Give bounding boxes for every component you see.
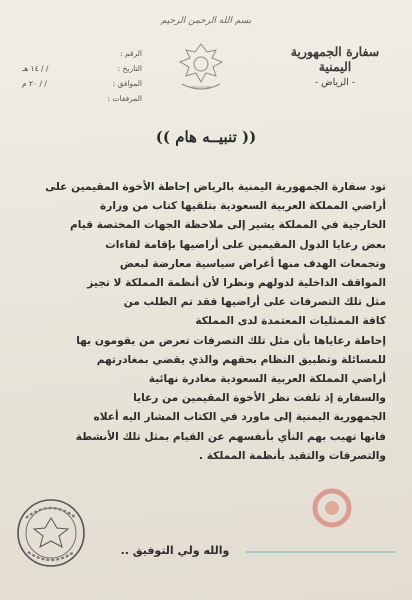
body-line: المواقف الداخلية لدولهم ونظرا لأن أنظمة المملكة لا تجيز — [87, 277, 386, 290]
ref-corresponding-value: / / ٢٠ م — [22, 79, 47, 88]
body-line: إحاطة رعاياها بأن مثل تلك التصرفات تعرض من يقومون بها — [76, 334, 386, 347]
ref-number-row — [22, 46, 142, 61]
notice-body — [20, 178, 386, 466]
ref-attachments-row — [22, 91, 142, 106]
news-watermark-icon — [236, 474, 406, 564]
body-line: الخارجية في المملكة يشير إلى ملاحظة الجهات المختصة قيام — [70, 219, 386, 232]
embassy-heading — [276, 44, 394, 88]
notice-title: (( تنبيــه هام )) — [155, 128, 257, 146]
ref-date-value: / / ١٤ هـ — [22, 64, 49, 73]
ref-date-label: التاريخ : — [117, 64, 142, 73]
body-line: كافة الممثليات المعتمدة لدى المملكة — [195, 315, 386, 328]
body-line: مثل تلك التصرفات على أراضيها فقد تم الطلب من — [123, 296, 386, 309]
embassy-stamp-icon — [12, 496, 90, 570]
body-line: والتصرفات والتقيد بأنظمة المملكة . — [199, 449, 386, 462]
reference-block — [22, 46, 142, 106]
ref-corresponding-label: الموافق : — [112, 79, 142, 88]
body-line: أراضي المملكة العربية السعودية بتلقيها كتاب من وزارة — [99, 200, 386, 213]
body-line: وتجمعات الهدف منها أغراض سياسية معارضة لبعض — [119, 257, 386, 270]
ref-corresponding-row — [22, 76, 142, 91]
body-line: الجمهورية اليمنية إلى ماورد في الكتاب المشار اليه أعلاه — [93, 411, 386, 424]
body-line: والسفارة إذ تلفت نظر الأخوة المقيمين من رعايا — [133, 392, 386, 405]
embassy-name: سفارة الجمهورية اليمنية — [290, 44, 380, 74]
basmala: بسم الله الرحمن الرحيم — [160, 16, 252, 26]
body-line: فانها تهيب بهم النأي بأنفسهم عن القيام بمثل تلك الأنشطة — [75, 430, 386, 443]
embassy-city: - الرياض - — [314, 77, 356, 88]
ref-number-label: الرقم : — [120, 49, 142, 58]
yemen-emblem-icon — [172, 40, 230, 96]
ref-date-row — [22, 61, 142, 76]
body-line: بعض رعايا الدول المقيمين على أراضيها بإقامة لقاءات — [105, 238, 386, 251]
closing-line: والله ولي التوفيق .. — [120, 544, 230, 557]
body-line: للمسائلة وتطبيق النظام بحقهم والذي يقضي بمغادرتهم — [96, 353, 386, 366]
body-line: تود سفارة الجمهورية اليمنية بالرياض إحاطة الأخوة المقيمين على — [45, 181, 386, 193]
ref-attachments-label: المرفقات : — [107, 94, 142, 103]
body-line: أراضي المملكة العربية السعودية مغادرة نهائية — [148, 373, 386, 386]
